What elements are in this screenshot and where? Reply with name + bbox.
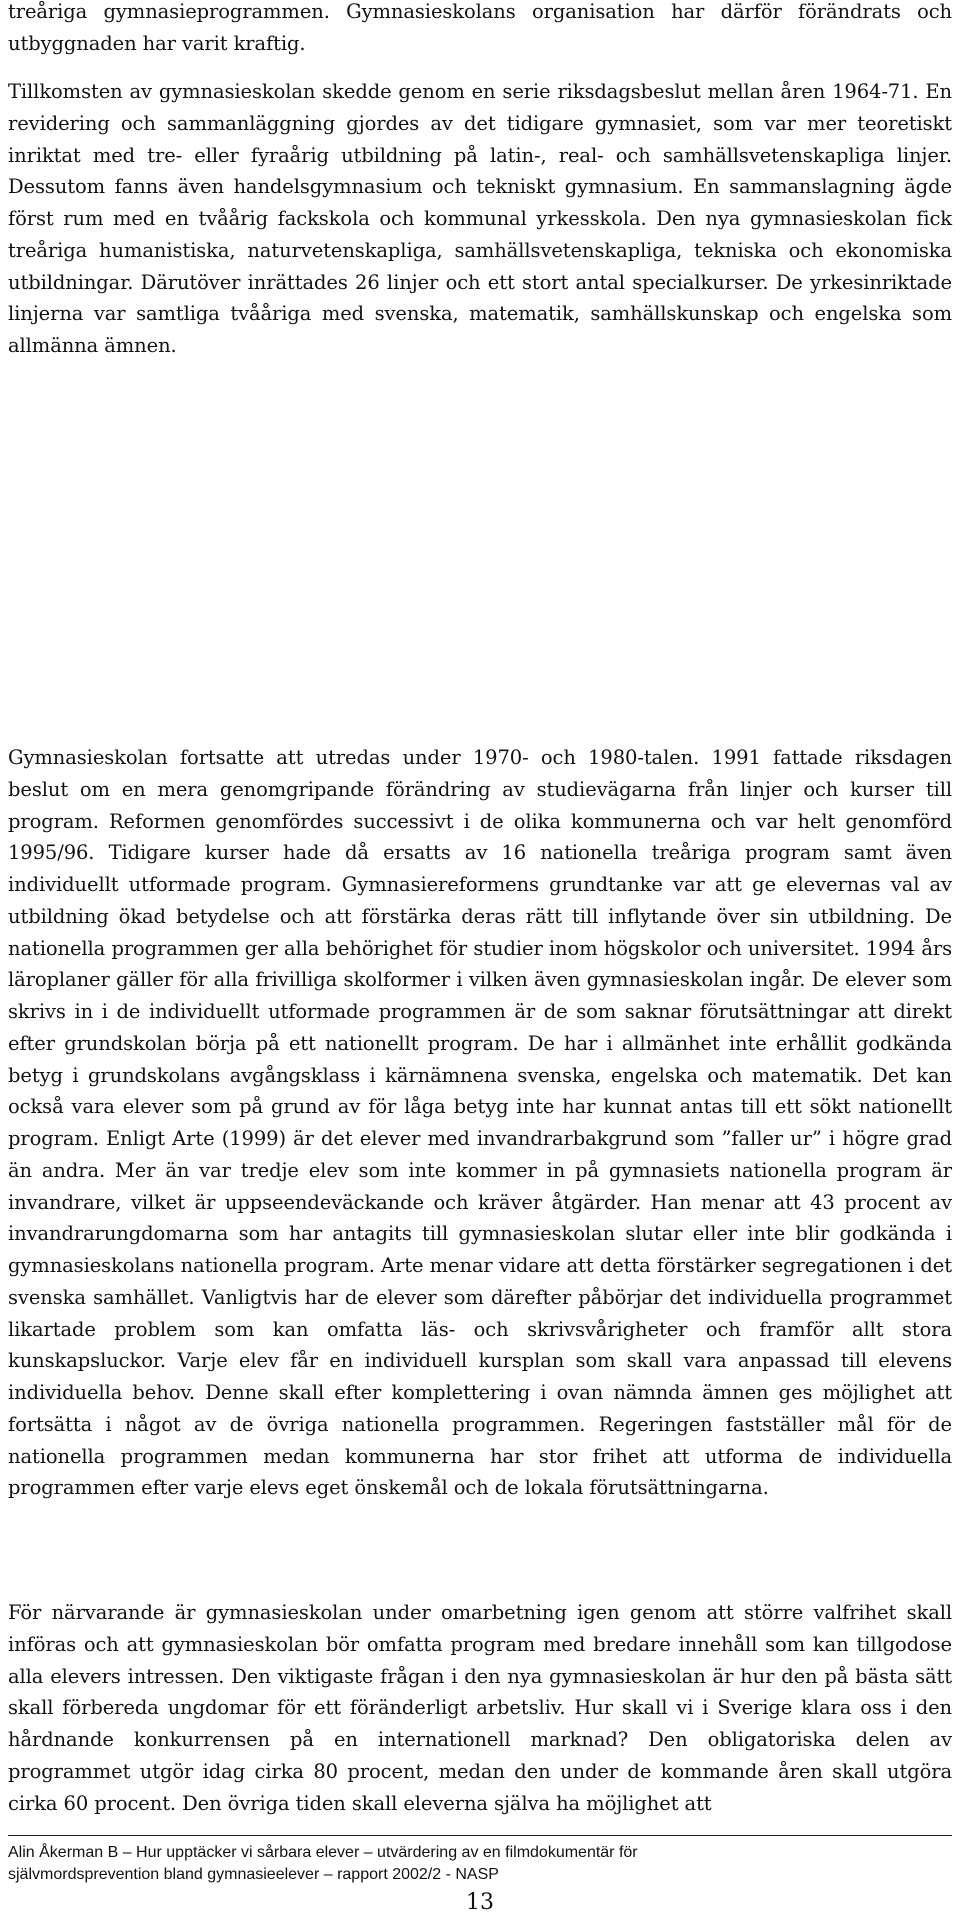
footer xyxy=(8,1842,952,1886)
paragraph-1: treåriga gymnasieprogrammen. Gymnasieskolans organisation har därför förändrats och utbyggnaden har varit kraftig. xyxy=(8,0,952,55)
footer-divider xyxy=(8,1835,952,1836)
footer-line-1: Alin Åkerman B – Hur upptäcker vi sårbara elever – utvärdering av en filmdokumentär för xyxy=(8,1844,638,1861)
paragraph-3: Gymnasieskolan fortsatte att utredas under 1970- och 1980-talen. 1991 fattade riksdagen beslut om en mera genomgripande förändring av studievägarna från linjer och kurser till program. Reformen genomfördes successivt i de olika kommunerna och var helt genomförd 1995/96. Tidigare kurser hade då ersatts av 16 nationella treåriga program samt även individuellt utformade program. Gymnasiereformens grundtanke var att ge elevernas val av utbildning ökad betydelse och att förstärka deras rätt till inflytande över sin utbildning. De nationella programmen ger alla behörighet för studier inom högskolor och universitet. 1994 års läroplaner gäller för alla frivilliga skolformer i vilken även gymnasieskolan ingår. De elever som skrivs in i de individuellt utformade programmen är de som saknar förutsättningar att direkt efter grundskolan börja på ett nationellt program. De har i allmänhet inte erhållit godkända betyg i grundskolans avgångsklass i kärnämnena svenska, engelska och matematik. Det kan också vara elever som på grund av för låga betyg inte har kunnat antas till ett sökt nationellt program. Enligt Arte (1999) är det elever med invandrarbakgrund som ”faller ur” i högre grad än andra. Mer än var tredje elev som inte kommer in på gymnasiets nationella program är invandrare, vilket är uppseendeväckande och kräver åtgärder. Han menar att 43 procent av invandrarungdomarna som har antagits till gymnasieskolan slutar eller inte blir godkända i gymnasieskolans nationella program. Arte menar vidare att detta förstärker segregationen i det svenska samhället. Vanligtvis har de elever som därefter påbörjar det individuella programmet likartade problem som kan omfatta läs- och skrivsvårigheter och framför allt stora kunskapsluckor. Varje elev får en individuell kursplan som skall vara anpassad till elevens individuella behov. Denne skall efter komplettering i ovan nämnda ämnen ges möjlighet att fortsätta i något av de övriga nationella programmen. Regeringen fastställer mål för de nationella programmen medan kommunerna har stor frihet att utforma de individuella programmen efter varje elevs eget önskemål och de lokala förutsättningarna. xyxy=(8,746,952,1500)
footer-line-2: självmordsprevention bland gymnasieelever – rapport 2002/2 - NASP xyxy=(8,1866,499,1883)
paragraph-2: Tillkomsten av gymnasieskolan skedde genom en serie riksdagsbeslut mellan åren 1964-71. En revidering och sammanläggning gjordes av det tidigare gymnasiet, som var mer teoretiskt inriktat med tre- eller fyraårig utbildning på latin-, real- och samhällsvetenskapliga linjer. Dessutom fanns även handelsgymnasium och tekniskt gymnasium. En sammanslagning ägde först rum med en tvåårig fackskola och kommunal yrkesskola. Den nya gymnasieskolan fick treåriga humanistiska, naturvetenskapliga, samhällsvetenskapliga, tekniska och ekonomiska utbildningar. Därutöver inrättades 26 linjer och ett stort antal specialkurser. De yrkesinriktade linjerna var samtliga tvååriga med svenska, matematik, samhällskunskap och engelska som allmänna ämnen. xyxy=(8,80,952,357)
paragraph-4: För närvarande är gymnasieskolan under omarbetning igen genom att större valfrihet skall införas och att gymnasieskolan bör omfatta program med bredare innehåll som kan tillgodose alla elevers intressen. Den viktigaste frågan i den nya gymnasieskolan är hur den på bästa sätt skall förbereda ungdomar för ett föränderligt arbetsliv. Hur skall vi i Sverige klara oss i den hårdnande konkurrensen på en internationell marknad? Den obligatoriska delen av programmet utgör idag cirka 80 procent, medan den under de kommande åren skall utgöra cirka 60 procent. Den övriga tiden skall eleverna själva ha möjlighet att xyxy=(8,1601,952,1815)
page-number: 13 xyxy=(466,1890,494,1915)
